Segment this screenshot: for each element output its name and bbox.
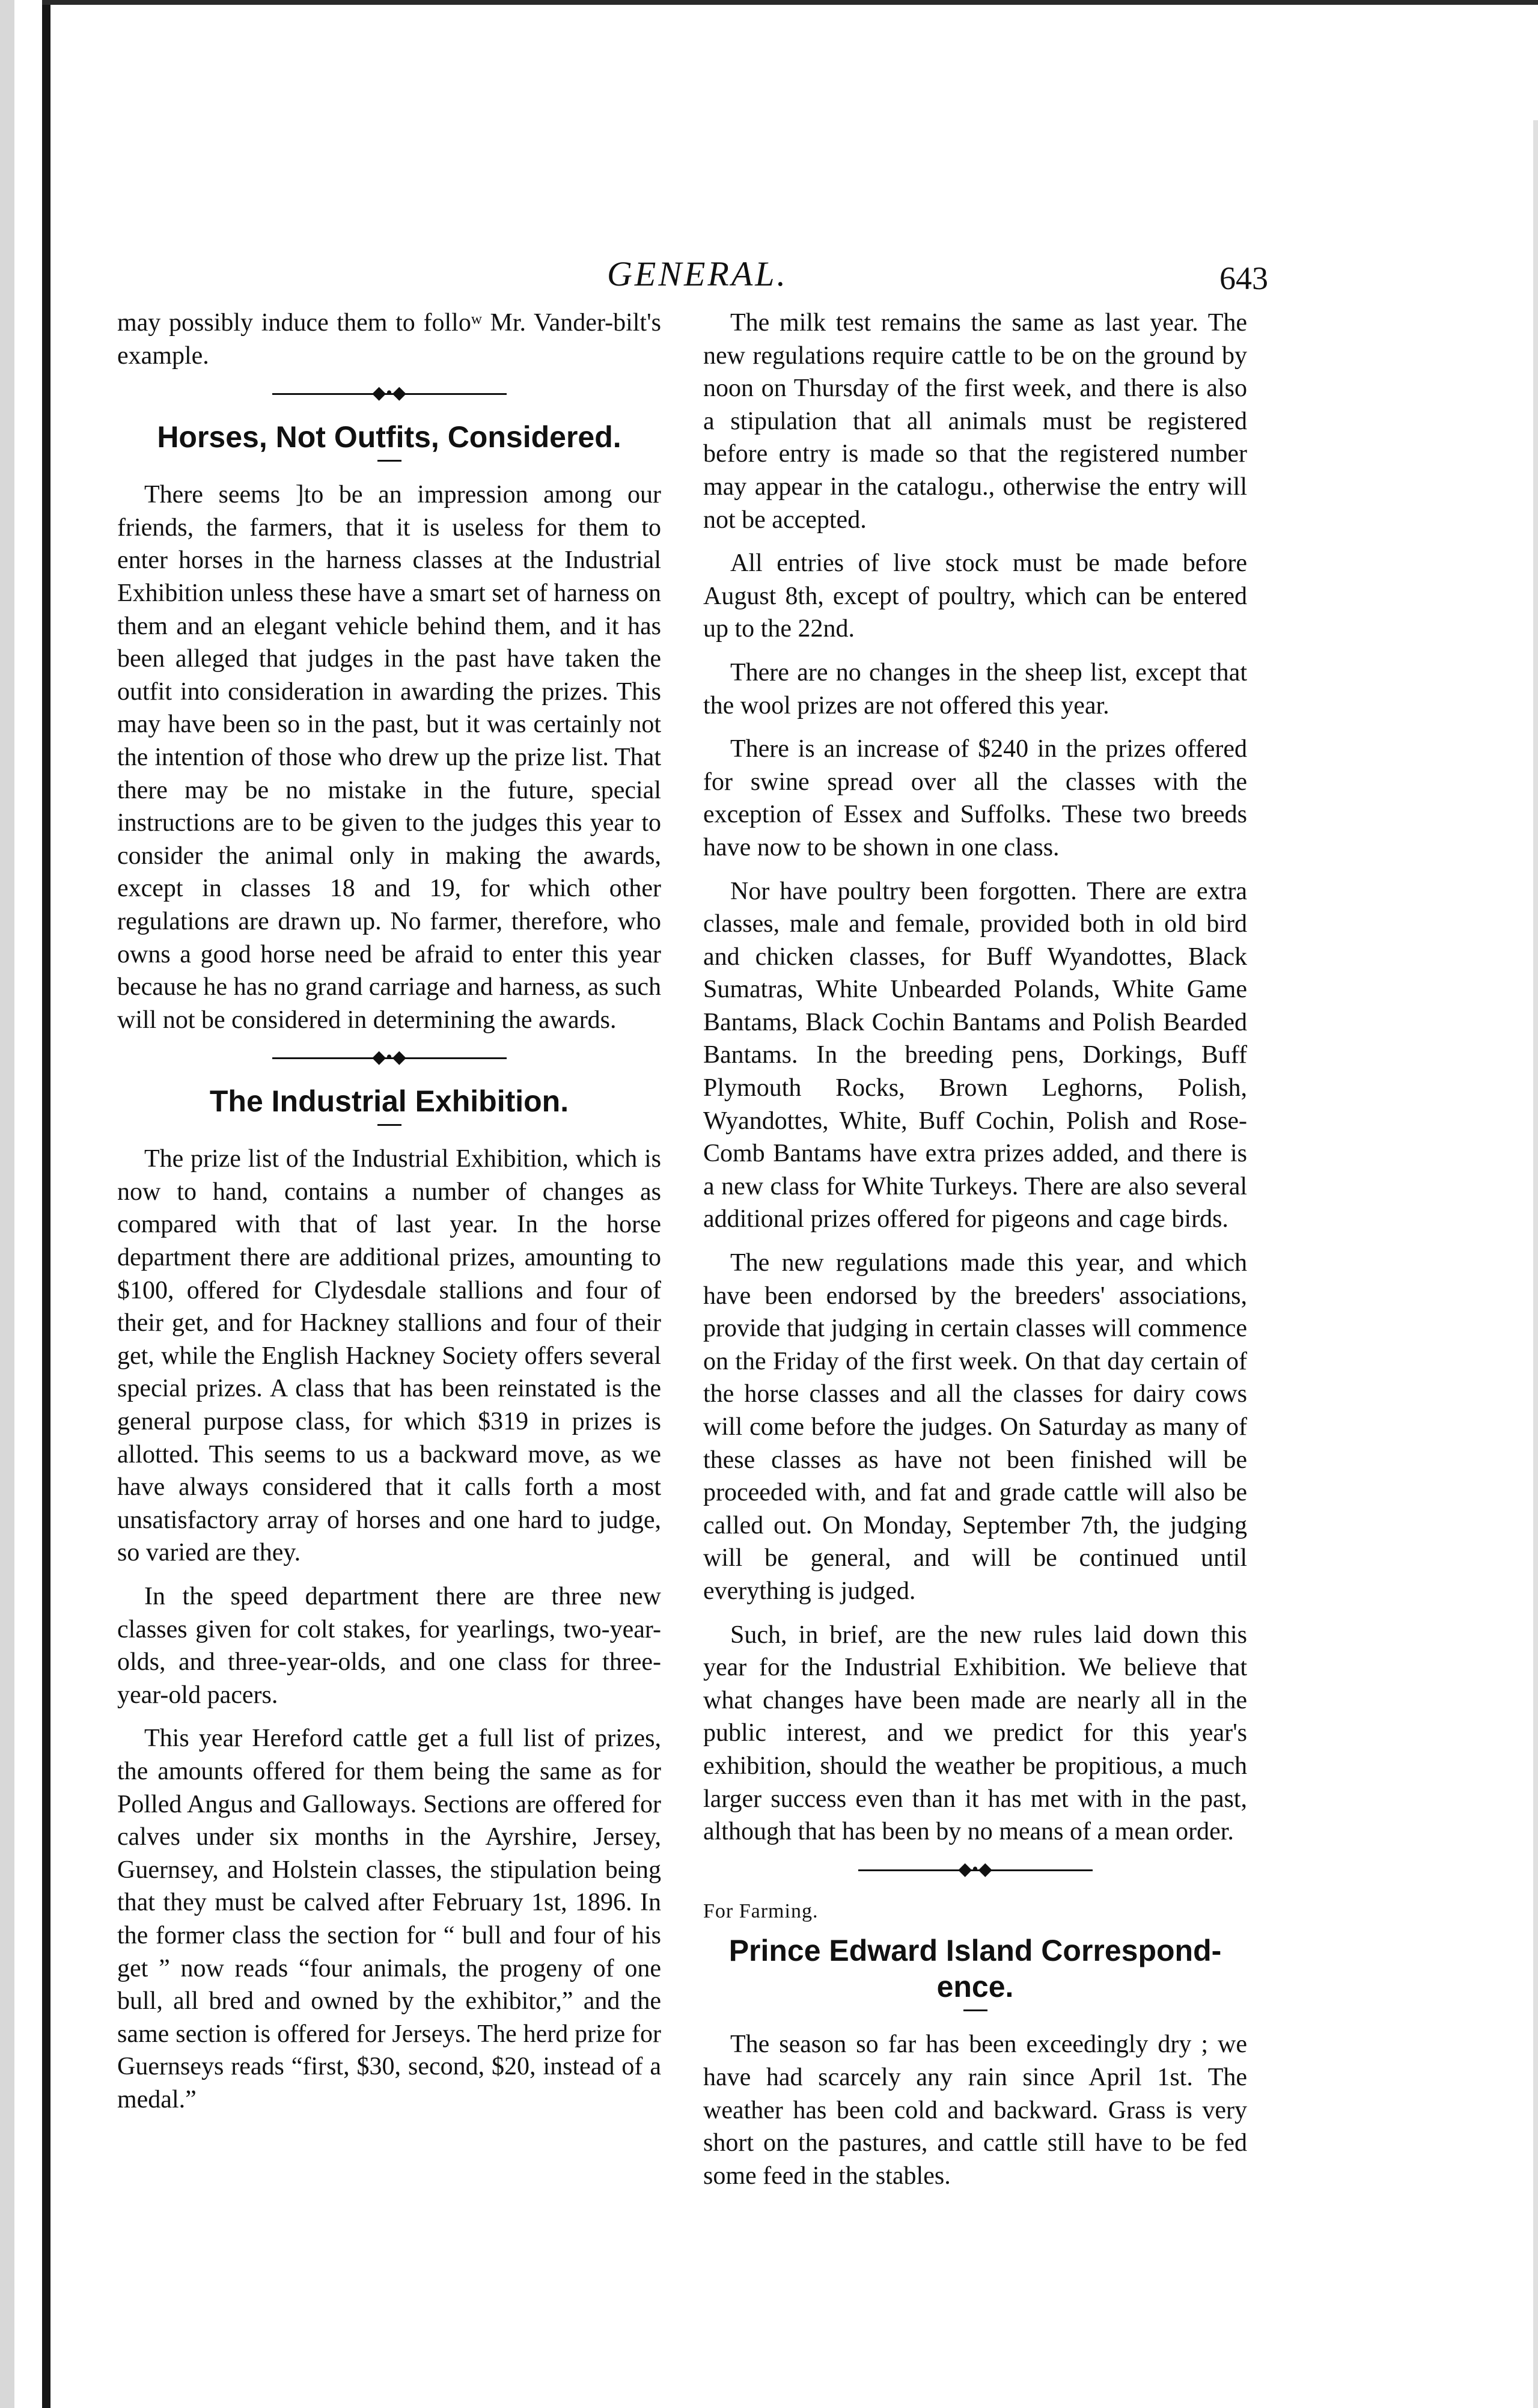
section-kicker: For Farming. xyxy=(703,1899,819,1922)
section-ornament xyxy=(272,383,507,403)
section-ornament xyxy=(858,1859,1093,1879)
page-edge-top xyxy=(42,0,1538,5)
ornament-glyph: ◆•◆ xyxy=(372,1047,406,1068)
ornament-glyph: ◆•◆ xyxy=(958,1859,992,1879)
paragraph: The season so far has been exceedingly dry ; we have had scarcely any rain since April 1st. The weather has been cold and backward. Grass is very short on the pastures, and cattle still have to be fed some feed in the stables. xyxy=(703,2031,1247,2190)
section-heading-pei-correspondence: Prince Edward Island Correspond-ence. xyxy=(728,1934,1222,2004)
paragraph: Such, in brief, are the new rules laid down this year for the Industrial Exhibition. We believe that what changes have been made are nearly all in the public interest, and we predict for this year's exhibition, should the weather be propitious, a much larger success even than it has met with in the past, although that has been by no means of a mean order. xyxy=(703,1621,1247,1846)
paragraph: There are no changes in the sheep list, except that the wool prizes are not offered this year. xyxy=(703,658,1247,720)
continued-paragraph: may possibly induce them to folloʷ Mr. Vander-bilt's example. xyxy=(117,309,661,370)
paragraph: Nor have poultry been forgotten. There are extra classes, male and female, provided both in old bird and chicken classes, for Buff Wyandottes, Black Sumatras, White Unbearded Polands, White Game Bantams, Black Cochin Bantams and Polish Bearded Bantams. In the breeding pens, Dorkings, Buff Plymouth Rocks, Brown Leghorns, Polish, Wyandottes, White, Buff Cochin, Polish and Rose-Comb Bantams have extra prizes added, and there is a new class for White Turkeys. There are also several additional prizes offered for pigeons and cage birds. xyxy=(703,877,1247,1233)
ornament-glyph: ◆•◆ xyxy=(372,383,406,403)
page-edge-left xyxy=(42,0,50,2408)
paragraph: All entries of live stock must be made before August 8th, except of poultry, which can be entered up to the 22nd. xyxy=(703,549,1247,643)
paragraph: This year Hereford cattle get a full list of prizes, the amounts offered for them being the same as for Polled Angus and Galloways. Sections are offered for calves under six months in the Ayrshire, Jersey, Guernsey, and Holstein classes, the stipulation being that they must be calved after February 1st, 1896. In the former class the section for “ bull and four of his get ” now reads “four animals, the progeny of one bull, all bred and owned by the exhibitor,” and the same section is offered for Jerseys. The herd prize for Guernseys reads “first, $30, second, $20, instead of a medal.” xyxy=(117,1725,661,2113)
paragraph: There seems ]to be an impression among our friends, the farmers, that it is useless for them to enter horses in the harness classes at the Industrial Exhibition unless these have a smart set of harness on them and an elegant vehicle behind them, and it has been alleged that judges in the past have taken the outfit into consideration in awarding the prizes. This may have been so in the past, but it was certainly not the intention of those who drew up the prize list. That there may be no mistake in the future, special instructions are to be given to the judges this year to consider the animal only in making the awards, except in classes 18 and 19, for which other regulations are drawn up. No farmer, therefore, who owns a good horse need be afraid to enter this year because he has no grand carriage and harness, as such will not be considered in determining the awards. xyxy=(117,481,661,1034)
paragraph: There is an increase of $240 in the prizes offered for swine spread over all the classes with the exception of Essex and Suffolks. These two breeds have now to be shown in one class. xyxy=(703,735,1247,861)
heading-dash xyxy=(377,460,401,462)
paragraph: The prize list of the Industrial Exhibition, which is now to hand, contains a number of changes as compared with that of last year. In the horse department there are additional prizes, amounting to $100, offered for Clydesdale stallions and four of their get, and for Hackney stallions and four of their get, while the English Hackney Society offers several special prizes. A class that has been reinstated is the general purpose class, for which $319 in prizes is allotted. This seems to us a backward move, as we have always considered that it calls forth a most unsatisfactory array of horses and one hard to judge, so varied are they. xyxy=(117,1145,661,1567)
left-column xyxy=(117,307,661,2127)
section-ornament xyxy=(272,1047,507,1068)
page-edge-right xyxy=(1533,120,1538,2408)
right-column xyxy=(703,307,1247,2203)
heading-dash xyxy=(963,2009,987,2011)
paragraph: In the speed department there are three new classes given for colt stakes, for yearlings, two-year-olds, and three-year-olds, and one class for three-year-old pacers. xyxy=(117,1583,661,1709)
heading-dash xyxy=(377,1124,401,1126)
section-heading-horses: Horses, Not Outfits, Considered. xyxy=(157,420,621,454)
paragraph: The new regulations made this year, and which have been endorsed by the breeders' associations, provide that judging in certain classes will commence on the Friday of the first week. On that day certain of the horse classes and all the classes for dairy cows will come before the judges. On Saturday as many of these classes as have not been finished will be proceeded with, and fat and grade cattle will also be called out. On Monday, September 7th, the judging will be general, and will be continued until everything is judged. xyxy=(703,1249,1247,1605)
paragraph: The milk test remains the same as last year. The new regulations require cattle to be on the ground by noon on Thursday of the first week, and there is also a stipulation that all animals must be registered before entry is made so that the registered number may appear in the catalogu., otherwise the entry will not be accepted. xyxy=(703,309,1247,534)
page-number: 643 xyxy=(1219,260,1268,296)
running-title: GENERAL. xyxy=(607,254,789,293)
running-header xyxy=(114,246,1268,301)
section-heading-industrial-exhibition: The Industrial Exhibition. xyxy=(209,1084,569,1119)
scan-margin-left xyxy=(0,0,14,2408)
